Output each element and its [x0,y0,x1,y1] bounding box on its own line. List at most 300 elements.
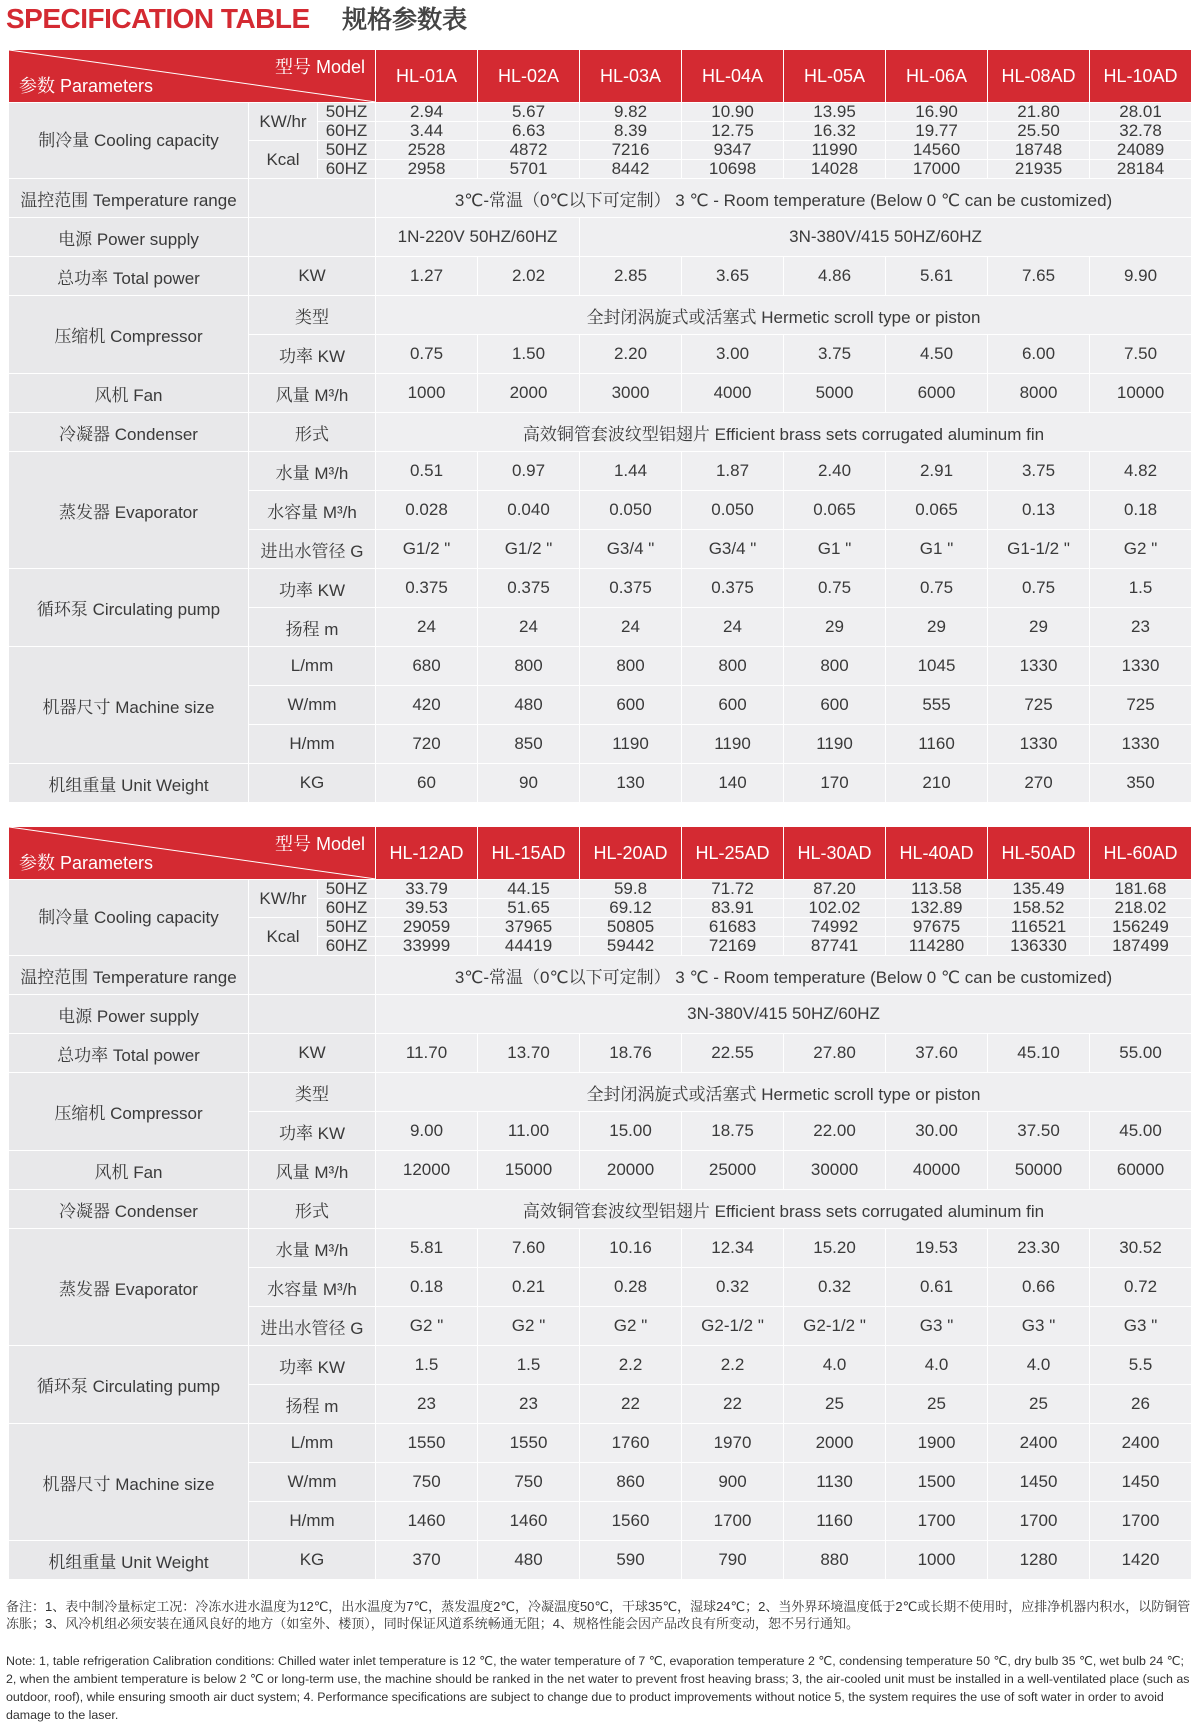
fan-air-value: 12000 [376,1151,478,1190]
evap-flow-value: 5.81 [376,1229,478,1268]
pump-power-value: 0.75 [784,569,886,608]
size-h-value: 1460 [478,1502,580,1541]
size-l-value: 1900 [886,1424,988,1463]
sub-label: 形式 [249,413,376,452]
size-w-value: 750 [376,1463,478,1502]
total-power-value: 13.70 [478,1034,580,1073]
size-l-value: 1550 [376,1424,478,1463]
cooling-kcal-60: 10698 [682,160,784,179]
cooling-kcal-60: 44419 [478,937,580,956]
pump-head-value: 26 [1090,1385,1192,1424]
compressor-power-value: 45.00 [1090,1112,1192,1151]
size-w-value: 600 [682,686,784,725]
size-l-value: 2000 [784,1424,886,1463]
empty-cell [249,995,376,1034]
compressor-power-value: 6.00 [988,335,1090,374]
header-corner [9,50,376,103]
cooling-kcal-60: 21935 [988,160,1090,179]
sub-label: 水容量 M³/h [249,1268,376,1307]
cooling-kw-50: 28.01 [1090,103,1192,122]
compressor-power-value: 15.00 [580,1112,682,1151]
size-l-value: 800 [682,647,784,686]
pump-head-value: 22 [580,1385,682,1424]
total-power-label: 总功率 Total power [9,257,249,296]
size-l-value: 1550 [478,1424,580,1463]
total-power-value: 45.10 [988,1034,1090,1073]
pump-power-value: 2.2 [580,1346,682,1385]
table-row [9,1151,1192,1190]
unit-weight-label: 机组重量 Unit Weight [9,1541,249,1580]
sub-label: L/mm [249,647,376,686]
weight-value: 210 [886,764,988,803]
cooling-kw-60: 218.02 [1090,899,1192,918]
table-row [9,179,1192,218]
sub-label: KG [249,1541,376,1580]
size-w-value: 860 [580,1463,682,1502]
model-header: HL-50AD [988,827,1090,880]
parameters-label: 参数 Parameters [19,853,154,873]
cooling-kcal-50: 156249 [1090,918,1192,937]
size-l-value: 2400 [1090,1424,1192,1463]
pump-head-value: 24 [376,608,478,647]
fan-air-value: 1000 [376,374,478,413]
hz-60-label: 60HZ [318,937,376,956]
power-supply-value: 1N-220V 50HZ/60HZ [376,218,580,257]
evap-pipe-value: G2 " [376,1307,478,1346]
cooling-kw-50: 44.15 [478,880,580,899]
cooling-kw-60: 16.32 [784,122,886,141]
evap-flow-value: 7.60 [478,1229,580,1268]
sub-label: 扬程 m [249,1385,376,1424]
cooling-kw-50: 9.82 [580,103,682,122]
total-power-value: 55.00 [1090,1034,1192,1073]
cooling-kw-50: 16.90 [886,103,988,122]
compressor-type-value: 全封闭涡旋式或活塞式 Hermetic scroll type or piston [376,296,1192,335]
cooling-kw-60: 3.44 [376,122,478,141]
unit-label: Kcal [249,918,318,956]
cooling-kw-60: 25.50 [988,122,1090,141]
cooling-kcal-60: 28184 [1090,160,1192,179]
model-header: HL-25AD [682,827,784,880]
fan-air-value: 6000 [886,374,988,413]
hz-50-label: 50HZ [318,880,376,899]
evap-capacity-value: 0.18 [1090,491,1192,530]
sub-label: W/mm [249,1463,376,1502]
weight-value: 1000 [886,1541,988,1580]
condenser-form-value: 高效铜管套波纹型铝翅片 Efficient brass sets corrugated aluminum fin [376,413,1192,452]
cooling-kcal-50: 7216 [580,141,682,160]
total-power-value: 2.02 [478,257,580,296]
cooling-kcal-50: 116521 [988,918,1090,937]
size-h-value: 720 [376,725,478,764]
evap-pipe-value: G1/2 " [478,530,580,569]
compressor-label: 压缩机 Compressor [9,1073,249,1151]
compressor-power-value: 22.00 [784,1112,886,1151]
cooling-kw-50: 181.68 [1090,880,1192,899]
total-power-value: 18.76 [580,1034,682,1073]
weight-value: 480 [478,1541,580,1580]
table-row [9,1190,1192,1229]
pump-power-value: 0.375 [580,569,682,608]
evap-pipe-value: G3 " [988,1307,1090,1346]
header-corner [9,827,376,880]
size-l-value: 1970 [682,1424,784,1463]
cooling-kcal-50: 61683 [682,918,784,937]
cooling-kcal-50: 50805 [580,918,682,937]
machine-size-label: 机器尺寸 Machine size [9,1424,249,1541]
weight-value: 790 [682,1541,784,1580]
pump-head-value: 25 [784,1385,886,1424]
model-header: HL-06A [886,50,988,103]
pump-head-value: 24 [478,608,580,647]
table-row [9,569,1192,608]
cooling-kcal-50: 24089 [1090,141,1192,160]
sub-label: W/mm [249,686,376,725]
size-l-value: 800 [784,647,886,686]
pump-head-value: 22 [682,1385,784,1424]
size-l-value: 800 [478,647,580,686]
size-h-value: 1190 [784,725,886,764]
size-w-value: 900 [682,1463,784,1502]
size-h-value: 1700 [1090,1502,1192,1541]
cooling-kcal-60: 187499 [1090,937,1192,956]
unit-label: KW [249,257,376,296]
evap-flow-value: 10.16 [580,1229,682,1268]
size-w-value: 750 [478,1463,580,1502]
hz-50-label: 50HZ [318,141,376,160]
size-h-value: 1160 [886,725,988,764]
cooling-kw-50: 13.95 [784,103,886,122]
fan-air-value: 30000 [784,1151,886,1190]
cooling-kw-60: 102.02 [784,899,886,918]
compressor-power-value: 4.50 [886,335,988,374]
condenser-form-value: 高效铜管套波纹型铝翅片 Efficient brass sets corrugated aluminum fin [376,1190,1192,1229]
table-row [9,1541,1192,1580]
sub-label: 水量 M³/h [249,452,376,491]
evap-capacity-value: 0.32 [682,1268,784,1307]
cooling-kw-60: 32.78 [1090,122,1192,141]
total-power-value: 4.86 [784,257,886,296]
total-power-value: 1.27 [376,257,478,296]
empty-cell [249,218,376,257]
model-label: 型号 Model [274,57,366,77]
weight-value: 350 [1090,764,1192,803]
table-row [9,956,1192,995]
evap-capacity-value: 0.040 [478,491,580,530]
model-header: HL-40AD [886,827,988,880]
evap-pipe-value: G2-1/2 " [784,1307,886,1346]
pump-power-value: 1.5 [478,1346,580,1385]
evap-capacity-value: 0.18 [376,1268,478,1307]
pump-head-value: 29 [784,608,886,647]
evaporator-label: 蒸发器 Evaporator [9,452,249,569]
sub-label: H/mm [249,1502,376,1541]
evap-flow-value: 3.75 [988,452,1090,491]
pump-head-value: 29 [988,608,1090,647]
temperature-range-value: 3℃-常温（0℃以下可定制） 3 ℃ - Room temperature (Below 0 ℃ can be customized) [376,956,1192,995]
fan-air-value: 10000 [1090,374,1192,413]
cooling-kw-50: 59.8 [580,880,682,899]
pump-power-value: 0.75 [988,569,1090,608]
size-h-value: 1700 [988,1502,1090,1541]
size-h-value: 1330 [988,725,1090,764]
sub-label: 进出水管径 G [249,1307,376,1346]
total-power-value: 22.55 [682,1034,784,1073]
hz-50-label: 50HZ [318,918,376,937]
compressor-power-value: 2.20 [580,335,682,374]
fan-air-value: 25000 [682,1151,784,1190]
model-header: HL-03A [580,50,682,103]
table-row [9,995,1192,1034]
cooling-kw-60: 158.52 [988,899,1090,918]
table-row [9,1229,1192,1268]
circulating-pump-label: 循环泵 Circulating pump [9,569,249,647]
cooling-kcal-60: 17000 [886,160,988,179]
weight-value: 170 [784,764,886,803]
cooling-kw-60: 51.65 [478,899,580,918]
unit-label: KW/hr [249,880,318,918]
size-h-value: 1700 [682,1502,784,1541]
size-l-value: 1045 [886,647,988,686]
size-h-value: 1160 [784,1502,886,1541]
total-power-value: 27.80 [784,1034,886,1073]
size-l-value: 1760 [580,1424,682,1463]
note-chinese: 备注：1、表中制冷量标定工况：冷冻水进水温度为12℃，出水温度为7℃，蒸发温度2℃，冷凝温度50℃，干球35℃，湿球24℃；2、当外界环境温度低于2℃或长期不使用时，应排净机器内积水，以防铜管冻胀；3、风冷机组必须安装在通风良好的地方（如室外、楼顶），同时保证风道系统畅通无阻；4、规格性能会因产品改良有所变动，恕不另行通知。 [6,1599,1191,1631]
cooling-kcal-50: 18748 [988,141,1090,160]
size-h-value: 1460 [376,1502,478,1541]
cooling-kw-50: 21.80 [988,103,1090,122]
evap-capacity-value: 0.13 [988,491,1090,530]
circulating-pump-label: 循环泵 Circulating pump [9,1346,249,1424]
cooling-kw-50: 113.58 [886,880,988,899]
size-w-value: 1500 [886,1463,988,1502]
weight-value: 270 [988,764,1090,803]
machine-size-label: 机器尺寸 Machine size [9,647,249,764]
cooling-kw-50: 10.90 [682,103,784,122]
note-english: Note: 1, table refrigeration Calibration conditions: Chilled water inlet temperature is 12 ℃, the water temperature of 7 ℃, evaporation temperature 2 ℃, condensing temperature 50 ℃, dry bulb 35 ℃, wet bulb 24 ℃; 2, when the ambient temperature is below 2 ℃ or long-term use, the machine should be ranked in the net water to prevent frost heaving brass; 3, the air-cooled unit must be installed in a well-ventilated place (such as outdoor, roof), while ensuring smooth air duct system; 4. Performance specifications are subject to change due to product improvements without notice 5, the system requires the use of soft water in order to avoid damage to the laser. [6,1654,1190,1722]
model-header: HL-10AD [1090,50,1192,103]
evap-flow-value: 0.51 [376,452,478,491]
cooling-kcal-50: 2528 [376,141,478,160]
hz-60-label: 60HZ [318,160,376,179]
cooling-kcal-50: 74992 [784,918,886,937]
cooling-kcal-50: 9347 [682,141,784,160]
compressor-power-value: 18.75 [682,1112,784,1151]
title-english: SPECIFICATION TABLE [6,3,310,34]
compressor-label: 压缩机 Compressor [9,296,249,374]
evap-capacity-value: 0.32 [784,1268,886,1307]
cooling-kw-60: 19.77 [886,122,988,141]
condenser-label: 冷凝器 Condenser [9,1190,249,1229]
evap-flow-value: 19.53 [886,1229,988,1268]
cooling-kcal-60: 87741 [784,937,886,956]
weight-value: 370 [376,1541,478,1580]
fan-label: 风机 Fan [9,1151,249,1190]
evap-capacity-value: 0.050 [580,491,682,530]
size-h-value: 850 [478,725,580,764]
spec-table-1 [8,49,1192,803]
size-w-value: 420 [376,686,478,725]
cooling-capacity-label: 制冷量 Cooling capacity [9,880,249,956]
sub-label: H/mm [249,725,376,764]
compressor-power-value: 3.75 [784,335,886,374]
compressor-power-value: 30.00 [886,1112,988,1151]
evap-capacity-value: 0.66 [988,1268,1090,1307]
evap-pipe-value: G1-1/2 " [988,530,1090,569]
cooling-kcal-50: 97675 [886,918,988,937]
size-w-value: 725 [1090,686,1192,725]
power-supply-label: 电源 Power supply [9,218,249,257]
weight-value: 130 [580,764,682,803]
table-row [9,374,1192,413]
evap-flow-value: 23.30 [988,1229,1090,1268]
weight-value: 1420 [1090,1541,1192,1580]
pump-power-value: 0.375 [682,569,784,608]
weight-value: 60 [376,764,478,803]
evap-pipe-value: G3/4 " [682,530,784,569]
cooling-kw-50: 2.94 [376,103,478,122]
size-h-value: 1560 [580,1502,682,1541]
table-row [9,1073,1192,1112]
model-header: HL-04A [682,50,784,103]
size-w-value: 480 [478,686,580,725]
pump-power-value: 0.375 [376,569,478,608]
sub-label: 水容量 M³/h [249,491,376,530]
sub-label: KG [249,764,376,803]
evap-flow-value: 15.20 [784,1229,886,1268]
evap-pipe-value: G1 " [784,530,886,569]
pump-power-value: 4.0 [784,1346,886,1385]
total-power-label: 总功率 Total power [9,1034,249,1073]
power-supply-value: 3N-380V/415 50HZ/60HZ [580,218,1192,257]
empty-cell [249,179,376,218]
size-w-value: 1130 [784,1463,886,1502]
cooling-kw-60: 8.39 [580,122,682,141]
pump-head-value: 24 [580,608,682,647]
evap-pipe-value: G2 " [1090,530,1192,569]
hz-60-label: 60HZ [318,899,376,918]
cooling-kw-60: 132.89 [886,899,988,918]
total-power-value: 3.65 [682,257,784,296]
unit-label: Kcal [249,141,318,179]
table-row [9,880,1192,899]
size-w-value: 725 [988,686,1090,725]
pump-head-value: 25 [886,1385,988,1424]
fan-air-value: 2000 [478,374,580,413]
evap-flow-value: 1.87 [682,452,784,491]
sub-label: 功率 KW [249,1346,376,1385]
table-header-row [9,50,1192,103]
evap-flow-value: 12.34 [682,1229,784,1268]
model-header: HL-12AD [376,827,478,880]
fan-air-value: 60000 [1090,1151,1192,1190]
cooling-kw-60: 12.75 [682,122,784,141]
sub-label: 类型 [249,1073,376,1112]
cooling-kw-60: 69.12 [580,899,682,918]
pump-head-value: 24 [682,608,784,647]
total-power-value: 9.90 [1090,257,1192,296]
cooling-capacity-label: 制冷量 Cooling capacity [9,103,249,179]
pump-head-value: 25 [988,1385,1090,1424]
cooling-kcal-60: 8442 [580,160,682,179]
table-row [9,647,1192,686]
evap-pipe-value: G2 " [478,1307,580,1346]
model-header: HL-15AD [478,827,580,880]
cooling-kcal-60: 136330 [988,937,1090,956]
table-row [9,218,1192,257]
hz-50-label: 50HZ [318,103,376,122]
model-label: 型号 Model [274,834,366,854]
model-header: HL-01A [376,50,478,103]
evap-flow-value: 30.52 [1090,1229,1192,1268]
sub-label: L/mm [249,1424,376,1463]
evap-capacity-value: 0.050 [682,491,784,530]
pump-power-value: 5.5 [1090,1346,1192,1385]
evap-pipe-value: G1 " [886,530,988,569]
weight-value: 90 [478,764,580,803]
evap-flow-value: 2.40 [784,452,886,491]
size-w-value: 555 [886,686,988,725]
model-header: HL-20AD [580,827,682,880]
compressor-power-value: 11.00 [478,1112,580,1151]
weight-value: 880 [784,1541,886,1580]
title-chinese: 规格参数表 [342,5,468,34]
sub-label: 功率 KW [249,335,376,374]
total-power-value: 7.65 [988,257,1090,296]
pump-power-value: 4.0 [988,1346,1090,1385]
table-header-row [9,827,1192,880]
unit-weight-label: 机组重量 Unit Weight [9,764,249,803]
total-power-value: 2.85 [580,257,682,296]
cooling-kcal-50: 37965 [478,918,580,937]
evaporator-label: 蒸发器 Evaporator [9,1229,249,1346]
weight-value: 140 [682,764,784,803]
cooling-kw-60: 6.63 [478,122,580,141]
pump-head-value: 23 [478,1385,580,1424]
power-supply-value: 3N-380V/415 50HZ/60HZ [376,995,1192,1034]
condenser-label: 冷凝器 Condenser [9,413,249,452]
total-power-value: 37.60 [886,1034,988,1073]
cooling-kcal-60: 14028 [784,160,886,179]
pump-power-value: 2.2 [682,1346,784,1385]
table-row [9,103,1192,122]
fan-air-value: 3000 [580,374,682,413]
parameters-label: 参数 Parameters [19,76,154,96]
cooling-kw-50: 33.79 [376,880,478,899]
table-row [9,1034,1192,1073]
empty-cell [249,956,376,995]
temperature-range-value: 3℃-常温（0℃以下可定制） 3 ℃ - Room temperature (Below 0 ℃ can be customized) [376,179,1192,218]
cooling-kcal-60: 5701 [478,160,580,179]
fan-label: 风机 Fan [9,374,249,413]
sub-label: 水量 M³/h [249,1229,376,1268]
fan-air-value: 5000 [784,374,886,413]
total-power-value: 5.61 [886,257,988,296]
compressor-type-value: 全封闭涡旋式或活塞式 Hermetic scroll type or piston [376,1073,1192,1112]
model-header: HL-08AD [988,50,1090,103]
cooling-kcal-50: 14560 [886,141,988,160]
size-w-value: 1450 [988,1463,1090,1502]
fan-air-value: 40000 [886,1151,988,1190]
size-l-value: 800 [580,647,682,686]
model-header: HL-60AD [1090,827,1192,880]
size-l-value: 1330 [988,647,1090,686]
compressor-power-value: 0.75 [376,335,478,374]
weight-value: 590 [580,1541,682,1580]
cooling-kw-50: 5.67 [478,103,580,122]
table-row [9,764,1192,803]
cooling-kcal-50: 11990 [784,141,886,160]
